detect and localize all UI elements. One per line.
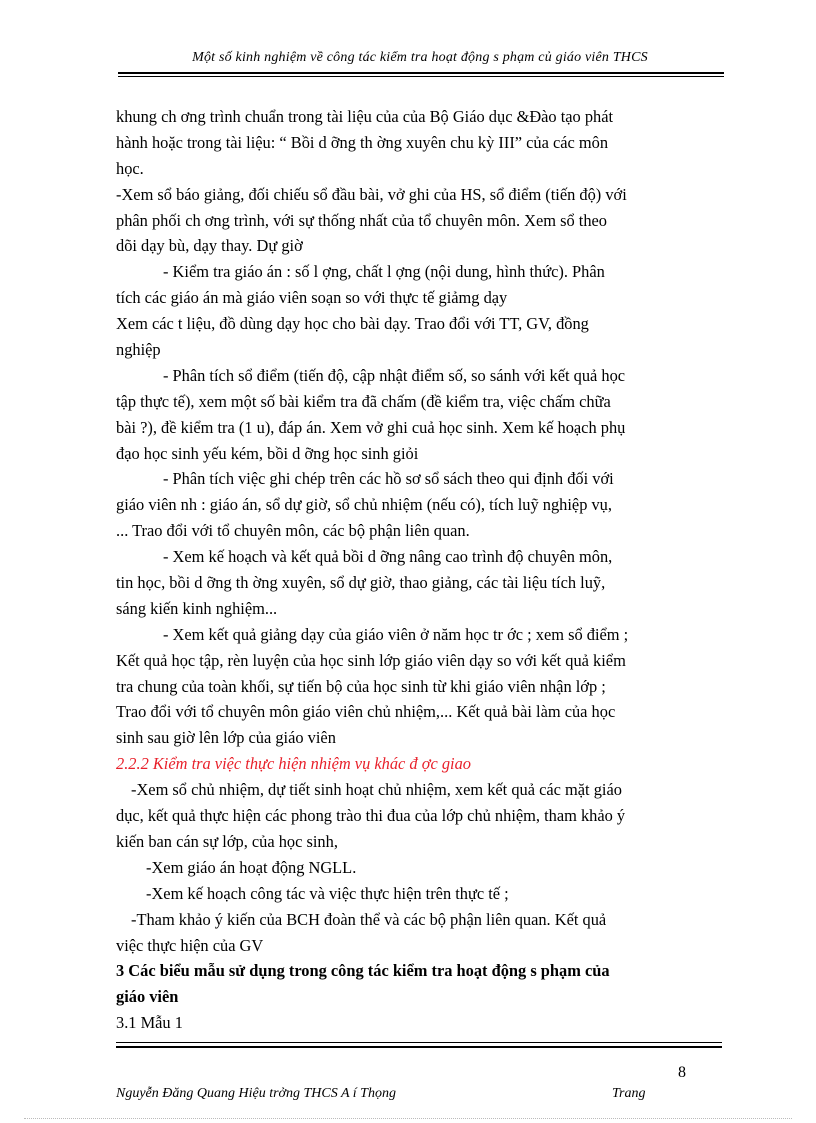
text-line: ... Trao đổi với tổ chuyên môn, các bộ phận liên quan. xyxy=(116,521,470,541)
text-line: kiến ban cán sự lớp, của học sinh, xyxy=(116,831,338,851)
text-line: tra chung của toàn khối, sự tiến bộ của học sinh từ khi giáo viên nhận lớp ; xyxy=(116,676,606,696)
footer-author: Nguyễn Đăng Quang Hiệu trởng THCS A í Thọng xyxy=(116,1086,396,1101)
page-edge-divider xyxy=(24,1118,792,1119)
text-line: - Phân tích sổ điểm (tiến độ, cập nhật điểm số, so sánh với kết quả học xyxy=(163,365,626,385)
text-line: sáng kiến kinh nghiệm... xyxy=(116,598,278,618)
chapter-heading: 3 Các biểu mẫu sử dụng trong công tác kiểm tra hoạt động s phạm của xyxy=(116,961,610,981)
header-rule xyxy=(118,72,724,74)
footer-page-label: Trang xyxy=(612,1086,646,1101)
text-line: -Xem sổ báo giảng, đối chiếu sổ đầu bài, vở ghi của HS, sổ điểm (tiến độ) với xyxy=(116,184,627,204)
text-line: phân phối ch ơng trình, với sự thống nhất của tổ chuyên môn. Xem sổ theo xyxy=(116,210,607,230)
text-line: sinh sau giờ lên lớp của giáo viên xyxy=(116,728,336,748)
text-line: Xem các t liệu, đồ dùng dạy học cho bài dạy. Trao đổi với TT, GV, đồng xyxy=(116,314,589,334)
footer-rule xyxy=(116,1046,722,1048)
text-line: -Xem sổ chủ nhiệm, dự tiết sinh hoạt chủ nhiệm, xem kết quả các mặt giáo xyxy=(131,780,622,800)
text-line: hành hoặc trong tài liệu: “ Bồi d ỡng th ờng xuyên chu kỳ III” của các môn xyxy=(116,132,609,152)
text-line: -Xem kế hoạch công tác và việc thực hiện trên thực tế ; xyxy=(146,883,509,903)
text-line: dục, kết quả thực hiện các phong trào thi đua của lớp chủ nhiệm, tham khảo ý xyxy=(116,806,626,826)
text-line: - Xem kết quả giảng dạy của giáo viên ở năm học tr ớc ; xem sổ điểm ; xyxy=(163,624,629,644)
chapter-heading: giáo viên xyxy=(116,987,179,1007)
text-line: đạo học sinh yếu kém, bồi d ỡng học sinh giỏi xyxy=(116,443,419,463)
text-line: - Phân tích việc ghi chép trên các hồ sơ sổ sách theo qui định đối với xyxy=(163,469,614,489)
text-line: việc thực hiện của GV xyxy=(116,935,264,955)
text-line: khung ch ơng trình chuẩn trong tài liệu của của Bộ Giáo dục &Đào tạo phát xyxy=(116,107,614,126)
text-line: - Xem kế hoạch và kết quả bồi d ỡng nâng cao trình độ chuyên môn, xyxy=(163,547,613,567)
text-line: tích các giáo án mà giáo viên soạn so với thực tế giảmg dạy xyxy=(116,288,508,308)
text-line: Kết quả học tập, rèn luyện của học sinh lớp giáo viên dạy so với kết quả kiểm xyxy=(116,650,626,670)
text-line: - Kiểm tra giáo án : số l ợng, chất l ợng (nội dung, hình thức). Phân xyxy=(163,262,605,282)
subsection-heading: 3.1 Mẫu 1 xyxy=(116,1013,183,1033)
text-line: -Xem giáo án hoạt động NGLL. xyxy=(146,857,357,877)
section-heading: 2.2.2 Kiểm tra việc thực hiện nhiệm vụ khác đ ợc giao xyxy=(116,754,471,774)
text-line: dõi dạy bù, dạy thay. Dự giờ xyxy=(116,236,303,256)
text-line: học. xyxy=(116,158,144,178)
running-header: Một số kinh nghiệm về công tác kiểm tra hoạt động s phạm củ giáo viên THCS xyxy=(192,50,648,65)
document-body xyxy=(116,104,744,1036)
text-line: bài ?), đề kiểm tra (1 u), đáp án. Xem vở ghi cuả học sinh. Xem kế hoạch phụ xyxy=(116,417,626,437)
header-rule-thin xyxy=(118,76,724,77)
text-line: tập thực tế), xem một số bài kiểm tra đã chấm (đề kiểm tra, việc chấm chữa xyxy=(116,391,611,411)
footer-rule-thin xyxy=(116,1042,722,1043)
page-number: 8 xyxy=(678,1064,686,1081)
text-line: giáo viên nh : giáo án, sổ dự giờ, sổ chủ nhiệm (nếu có), tích luỹ nghiệp vụ, xyxy=(116,495,612,515)
text-line: -Tham khảo ý kiến của BCH đoàn thể và các bộ phận liên quan. Kết quả xyxy=(131,909,607,929)
text-line: nghiệp xyxy=(116,340,161,360)
text-line: tin học, bồi d ỡng th ờng xuyên, sổ dự giờ, thao giảng, các tài liệu tích luỹ, xyxy=(116,573,606,593)
text-line: Trao đổi với tổ chuyên môn giáo viên chủ nhiệm,... Kết quả bài làm của học xyxy=(116,702,616,722)
